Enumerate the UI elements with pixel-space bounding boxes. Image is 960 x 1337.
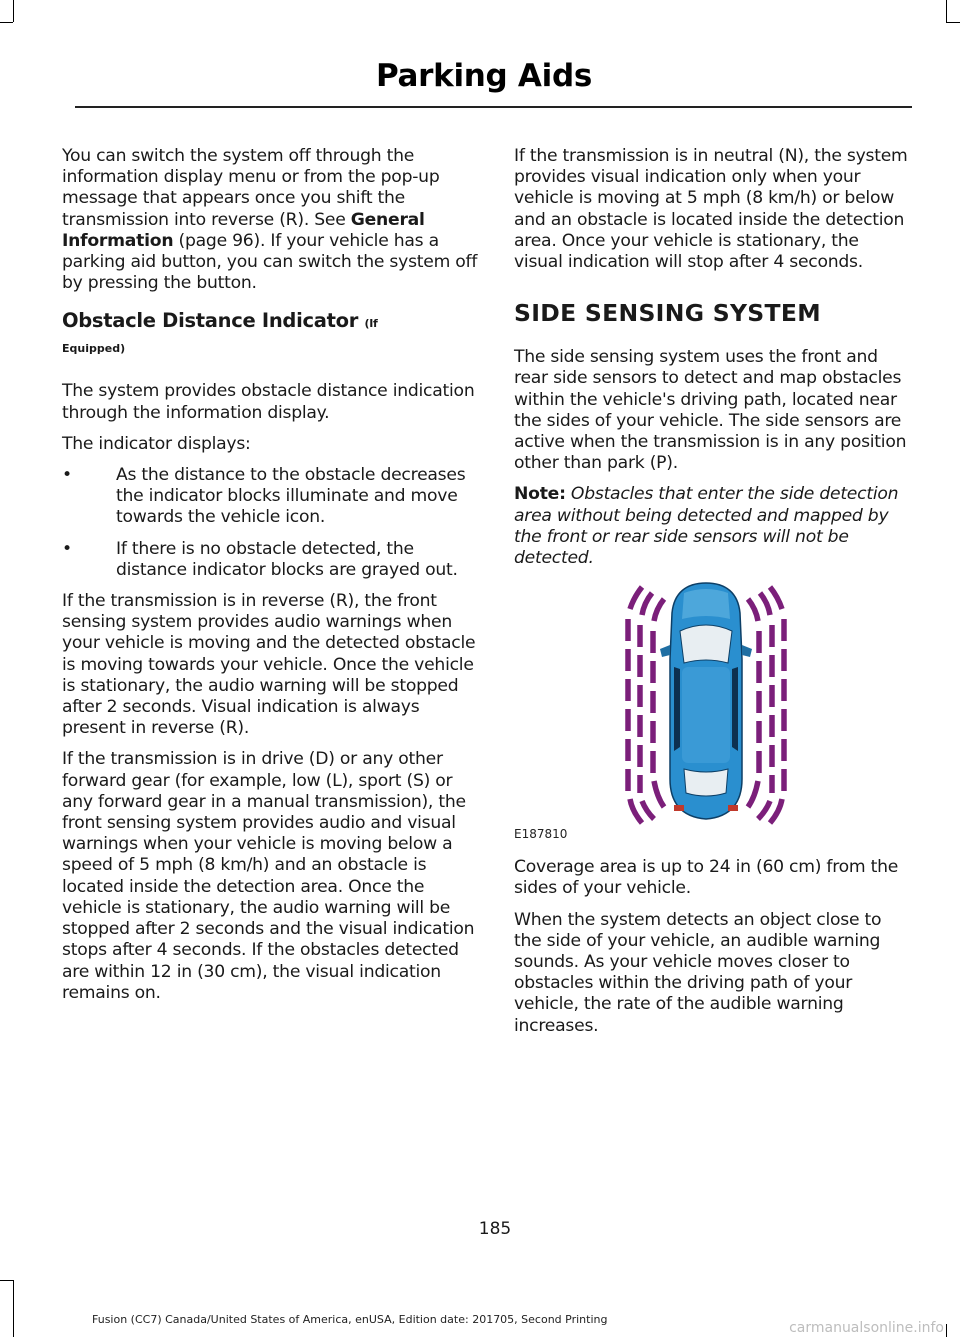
note-label: Note: [514, 484, 566, 505]
car-body [660, 583, 752, 819]
crop-mark-bottom-left-v [13, 1280, 14, 1337]
crop-mark-bottom-left-h [0, 1280, 13, 1281]
watermark: carmanualsonline.info [789, 1320, 944, 1336]
figure-code: E187810 [514, 827, 568, 842]
bullet-glyph: • [62, 538, 72, 559]
drive-paragraph: If the transmission is in drive (D) or any other forward gear (for example, low (L), sport (S) or any forward gear in a manual transmission), the front sensing system provides audio and visual warnings when your vehicle is moving below a speed of 5 mph (8 km/h) and an obstacle is located inside the detection area. Once the vehicle is stationary, the audio warning will be stopped after 2 seconds and the visual indication stops after 4 seconds. If the obstacles detected are within 12 in (30 cm), the visual indication remains on. [62, 749, 475, 1003]
reverse-paragraph: If the transmission is in reverse (R), the front sensing system provides audio warnings when your vehicle is moving and the detected obstacle is moving towards your vehicle. Once the vehicle is stationary, the audio warning will be stopped after 2 seconds. Visual indication is always present in reverse (R). [62, 591, 476, 739]
left-column [62, 146, 478, 1014]
left-detection-zone [628, 587, 664, 823]
right-detection-zone [748, 587, 784, 823]
footer-edition: Fusion (CC7) Canada/United States of America, enUSA, Edition date: 201705, Second Printing [92, 1313, 608, 1326]
intro-text-end: (page 96). If your vehicle has a parking aid button, you can switch the system off by pressing the button. [62, 230, 478, 294]
intro-text-start: You can switch the system off through the information display menu or from the pop-up message that appears once you shift the transmission into reverse (R). See [62, 146, 440, 230]
if-equipped-note-start: (If [364, 317, 378, 331]
crop-mark-top-right-v [946, 0, 947, 22]
crop-mark-top-right-h [946, 22, 960, 23]
list-item-text: If there is no obstacle detected, the distance indicator blocks are grayed out. [116, 538, 458, 580]
indicator-bullet-list [62, 465, 478, 581]
list-item [62, 539, 478, 581]
neutral-paragraph: If the transmission is in neutral (N), the system provides visual indication only when your vehicle is moving at 5 mph (8 km/h) or below and an obstacle is located inside the detection area. Once your vehicle is stationary, the visual indication will stop after 4 seconds. [514, 146, 908, 273]
page-title: Parking Aids [375, 58, 592, 94]
car-top-view-illustration [514, 579, 910, 841]
note-text: Obstacles that enter the side detection area without being detected and mapped by the front or rear side sensors will not be detected. [514, 484, 899, 569]
crop-mark-top-left-v [13, 0, 14, 22]
side-sensing-figure [514, 579, 910, 841]
note-paragraph [514, 484, 910, 569]
obstacle-paragraph-1: The system provides obstacle distance indication through the information display. [62, 381, 475, 423]
bullet-glyph: • [62, 465, 72, 486]
if-equipped-note-end: Equipped) [62, 342, 126, 356]
intro-paragraph [62, 146, 478, 294]
list-item [62, 465, 478, 529]
indicator-displays-label: The indicator displays: [62, 433, 251, 454]
crop-mark-bottom-right-v [946, 1324, 947, 1337]
crop-mark-top-left-h [0, 22, 13, 23]
general-information-link[interactable]: General Information [62, 209, 425, 251]
page-number: 185 [478, 1219, 512, 1239]
list-item-text: As the distance to the obstacle decreases the indicator blocks illuminate and move towards the vehicle icon. [116, 465, 466, 528]
obstacle-distance-heading-text: Obstacle Distance Indicator [62, 309, 359, 333]
header-rule [75, 106, 912, 108]
coverage-paragraph: Coverage area is up to 24 in (60 cm) from the sides of your vehicle. [514, 857, 899, 899]
right-column [514, 146, 910, 1047]
obstacle-distance-heading [62, 308, 478, 337]
side-sensing-heading: SIDE SENSING SYSTEM [514, 299, 821, 328]
audible-warning-paragraph: When the system detects an object close to the side of your vehicle, an audible warning sounds. As your vehicle moves closer to obstacles within the driving path of your vehicle, the rate of the audible warning increases. [514, 909, 882, 1036]
side-sensing-paragraph: The side sensing system uses the front and rear side sensors to detect and map obstacles within the vehicle's driving path, located near the sides of your vehicle. The side sensors are active when the transmission is in any position other than park (P). [514, 347, 907, 474]
